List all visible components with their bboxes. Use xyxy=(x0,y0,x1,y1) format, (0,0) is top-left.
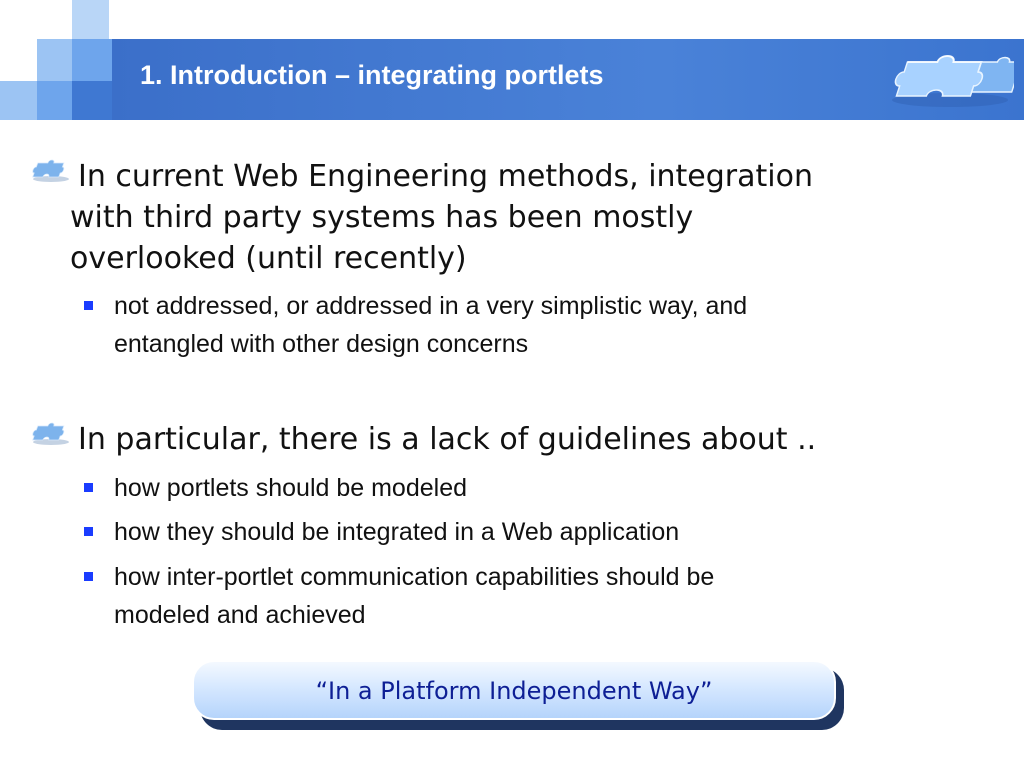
decor-square xyxy=(72,81,112,120)
sub-bullet-text: not addressed, or addressed in a very simplistic way, and xyxy=(114,292,748,320)
puzzle-piece-icon xyxy=(30,153,72,194)
square-bullet-icon xyxy=(84,527,93,536)
callout-banner xyxy=(192,660,836,720)
sub-bullet-text: entangled with other design concerns xyxy=(114,330,529,358)
decor-square xyxy=(0,81,37,120)
bullet-item xyxy=(30,419,990,460)
decor-square xyxy=(72,0,109,39)
sub-bullet-item xyxy=(84,513,944,551)
decor-square xyxy=(72,39,112,81)
bullet-text: overlooked (until recently) xyxy=(70,241,467,276)
sub-bullet-text: modeled and achieved xyxy=(114,601,366,629)
bullet-text: with third party systems has been mostly xyxy=(70,200,694,235)
banner-text: “In a Platform Independent Way” xyxy=(315,677,713,705)
sub-bullet-text: how portlets should be modeled xyxy=(114,474,468,502)
square-bullet-icon xyxy=(84,483,93,492)
sub-bullet-item xyxy=(84,287,944,363)
decor-square xyxy=(37,81,72,120)
bullet-text-continuation xyxy=(30,197,990,238)
bullet-text: In particular, there is a lack of guidelines about .. xyxy=(78,422,817,457)
sub-bullet-text: how they should be integrated in a Web application xyxy=(114,518,680,546)
bullet-item xyxy=(30,156,990,197)
bullet-text: In current Web Engineering methods, integration xyxy=(78,159,813,194)
puzzle-piece-icon xyxy=(884,48,1014,115)
sub-bullet-item xyxy=(84,558,944,634)
sub-bullet-item xyxy=(84,469,944,507)
puzzle-piece-icon xyxy=(30,416,72,457)
bullet-text-continuation xyxy=(30,238,990,279)
sub-bullet-text: how inter-portlet communication capabilities should be xyxy=(114,563,715,591)
slide-title: 1. Introduction – integrating portlets xyxy=(140,60,604,90)
decor-square xyxy=(37,39,72,81)
square-bullet-icon xyxy=(84,301,93,310)
square-bullet-icon xyxy=(84,572,93,581)
